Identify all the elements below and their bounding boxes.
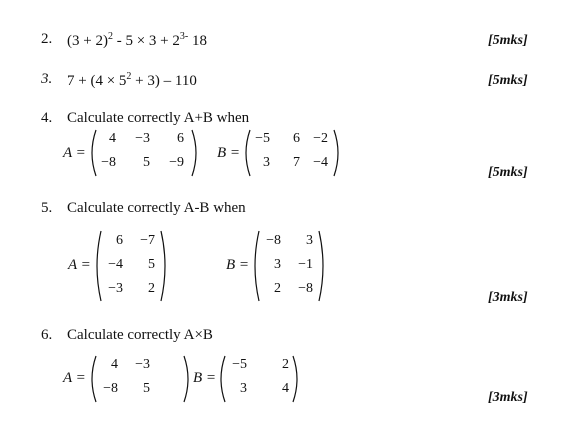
matrix-cell: 2 <box>274 281 281 296</box>
matrix-cell: 3 <box>306 233 313 248</box>
question-5-number: 5. <box>41 200 53 216</box>
q5-label-b: B = <box>226 257 250 273</box>
question-6-text: Calculate correctly A×B <box>67 327 213 343</box>
matrix-cell: 6 <box>116 233 123 248</box>
matrix-cell: −1 <box>298 257 313 272</box>
matrix-cell: 5 <box>143 155 150 170</box>
q2-sup-a: 2 <box>107 31 113 42</box>
q5-label-a: A = <box>68 257 91 273</box>
q6-label-a: A = <box>63 370 86 386</box>
q3-sup-a: 2 <box>126 71 132 82</box>
question-2-number: 2. <box>41 31 53 47</box>
matrix-cell: −8 <box>298 281 313 296</box>
matrix-cell: −4 <box>313 155 328 170</box>
matrix-cell: −8 <box>101 155 116 170</box>
question-3-number: 3. <box>41 71 53 87</box>
question-4-marks: [5mks] <box>488 165 528 180</box>
question-3-expression <box>67 71 197 90</box>
q3-part-b: + 3) – 110 <box>131 73 197 89</box>
q4-label-b: B = <box>217 145 241 161</box>
q6-matrix-a <box>88 354 192 404</box>
matrix-cell: −3 <box>135 357 150 372</box>
q5-matrix-b <box>251 229 327 303</box>
matrix-cell: 4 <box>282 381 289 396</box>
q2-sup-b: 3- <box>179 31 189 42</box>
matrix-cell: −5 <box>232 357 247 372</box>
matrix-cell: 4 <box>111 357 118 372</box>
q4-matrix-a <box>88 128 200 178</box>
q2-part-c: 18 <box>188 33 207 49</box>
question-4-number: 4. <box>41 110 53 126</box>
q4-matrix-b <box>242 128 342 178</box>
matrix-cell: 2 <box>282 357 289 372</box>
matrix-cell: −3 <box>108 281 123 296</box>
question-5-marks: [3mks] <box>488 290 528 305</box>
question-3-marks: [5mks] <box>488 73 528 88</box>
matrix-cell: 7 <box>293 155 300 170</box>
q3-part-a: 7 + (4 × 5 <box>67 73 127 89</box>
matrix-cell: −8 <box>103 381 118 396</box>
matrix-cell: −3 <box>135 131 150 146</box>
q6-label-b: B = <box>193 370 217 386</box>
matrix-cell: 3 <box>274 257 281 272</box>
matrix-cell: −2 <box>313 131 328 146</box>
question-4-text: Calculate correctly A+B when <box>67 110 250 126</box>
q2-part-b: - 5 × 3 + 2 <box>112 33 180 49</box>
matrix-cell: 2 <box>148 281 155 296</box>
q6-matrix-b <box>217 354 301 404</box>
matrix-cell: 5 <box>148 257 155 272</box>
matrix-cell: 6 <box>293 131 300 146</box>
matrix-cell: −9 <box>169 155 184 170</box>
matrix-cell: 3 <box>263 155 270 170</box>
matrix-cell: 3 <box>240 381 247 396</box>
question-6-number: 6. <box>41 327 53 343</box>
matrix-cell: 5 <box>143 381 150 396</box>
q2-part-a: (3 + 2) <box>67 33 108 49</box>
question-6-marks: [3mks] <box>488 390 528 405</box>
question-5-text: Calculate correctly A-B when <box>67 200 246 216</box>
question-2-marks: [5mks] <box>488 33 528 48</box>
matrix-cell: −8 <box>266 233 281 248</box>
matrix-cell: 4 <box>109 131 116 146</box>
q4-label-a: A = <box>63 145 86 161</box>
matrix-cell: 6 <box>177 131 184 146</box>
matrix-cell: −4 <box>108 257 123 272</box>
q5-matrix-a <box>93 229 169 303</box>
question-2-expression <box>67 31 207 50</box>
matrix-cell: −5 <box>255 131 270 146</box>
matrix-cell: −7 <box>140 233 155 248</box>
